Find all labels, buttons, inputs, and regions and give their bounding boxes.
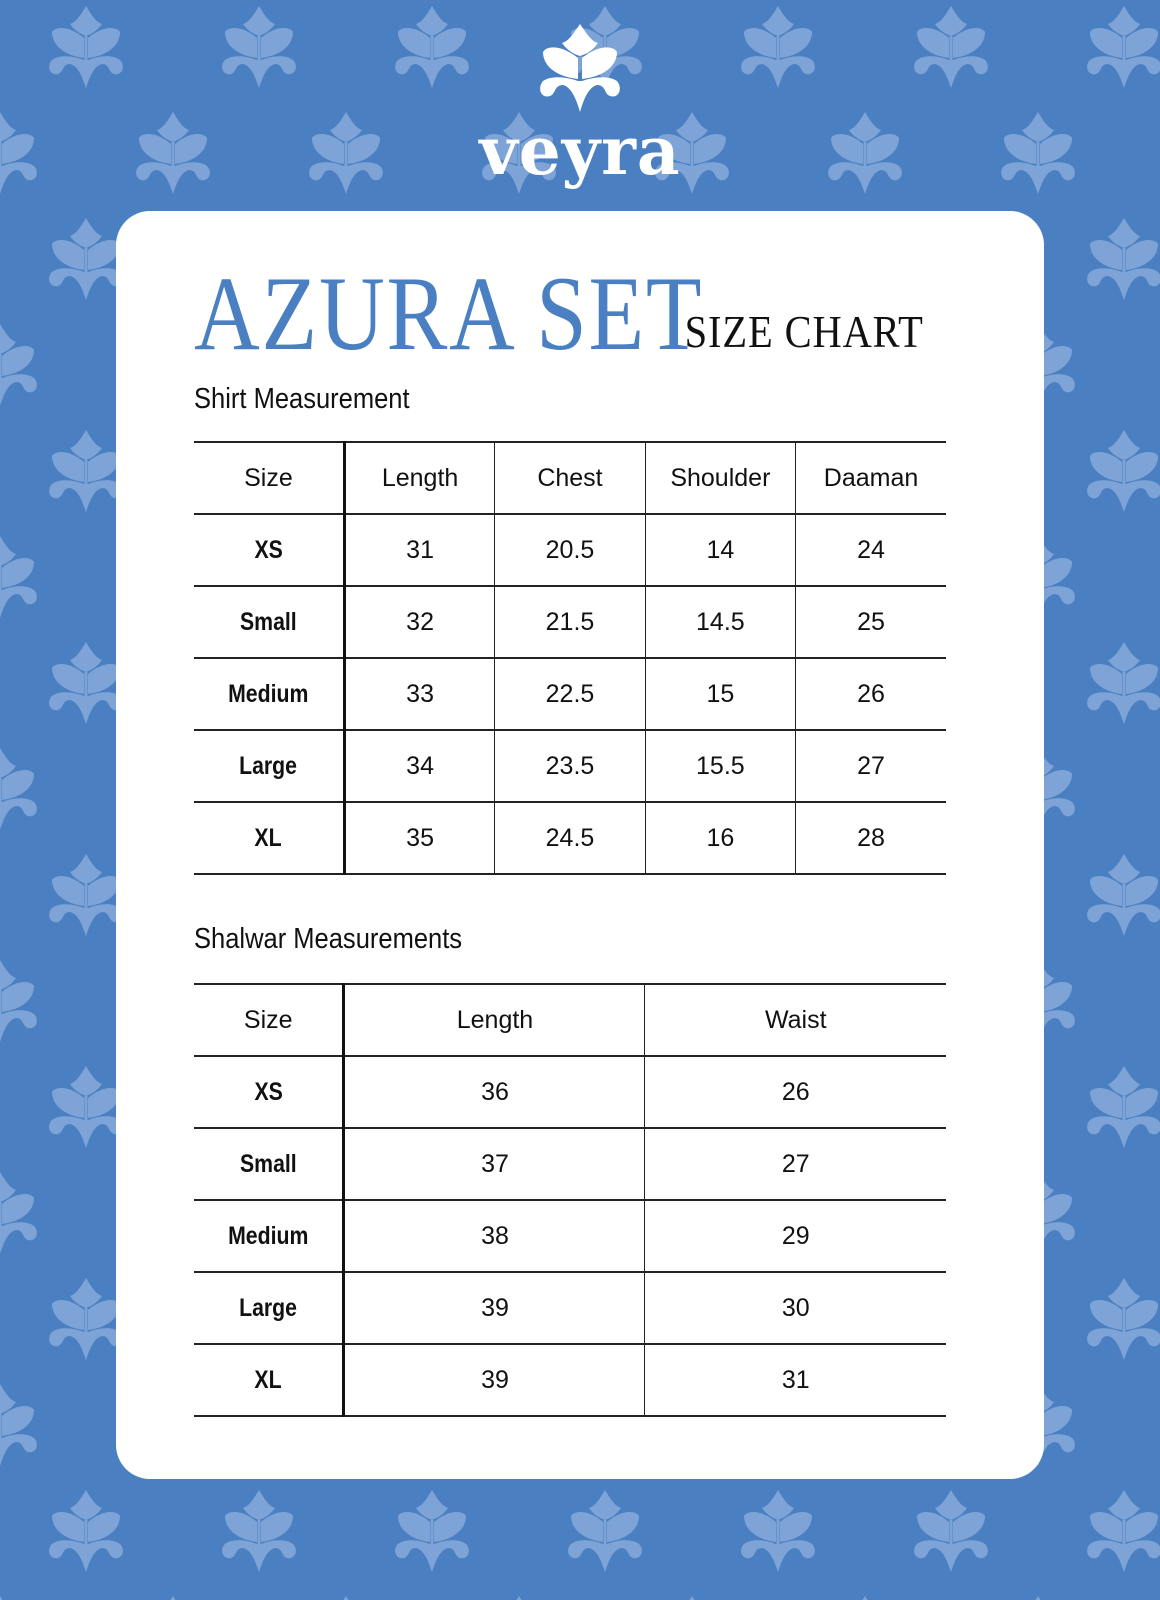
shirt-section-title: Shirt Measurement xyxy=(194,383,410,415)
table-row xyxy=(194,1056,946,1128)
table-row xyxy=(194,514,946,586)
column-header-chest: Chest xyxy=(495,442,645,514)
size-cell: XL xyxy=(194,1344,344,1416)
daaman-cell: 24 xyxy=(796,514,946,586)
length-cell: 37 xyxy=(344,1128,645,1200)
table-header-row xyxy=(194,984,946,1056)
table-row xyxy=(194,1344,946,1416)
brand-logo xyxy=(0,22,1160,190)
table-row xyxy=(194,658,946,730)
daaman-cell: 28 xyxy=(796,802,946,874)
size-chart-card xyxy=(116,211,1044,1479)
table-row xyxy=(194,1128,946,1200)
shalwar-section-title: Shalwar Measurements xyxy=(194,923,463,955)
shoulder-cell: 15.5 xyxy=(645,730,795,802)
shirt-measurement-table xyxy=(194,441,946,875)
column-header-daaman: Daaman xyxy=(796,442,946,514)
waist-cell: 31 xyxy=(645,1344,946,1416)
size-cell: Large xyxy=(194,730,344,802)
length-cell: 33 xyxy=(344,658,494,730)
size-cell: Small xyxy=(194,586,344,658)
daaman-cell: 25 xyxy=(796,586,946,658)
shoulder-cell: 14 xyxy=(645,514,795,586)
daaman-cell: 26 xyxy=(796,658,946,730)
size-cell: Small xyxy=(194,1128,344,1200)
size-cell: Medium xyxy=(194,658,344,730)
table-row xyxy=(194,802,946,874)
length-cell: 38 xyxy=(344,1200,645,1272)
waist-cell: 26 xyxy=(645,1056,946,1128)
length-cell: 36 xyxy=(344,1056,645,1128)
shoulder-cell: 14.5 xyxy=(645,586,795,658)
length-cell: 39 xyxy=(344,1272,645,1344)
length-cell: 32 xyxy=(344,586,494,658)
length-cell: 31 xyxy=(344,514,494,586)
shoulder-cell: 16 xyxy=(645,802,795,874)
brand-name: veyra xyxy=(479,112,681,190)
length-cell: 39 xyxy=(344,1344,645,1416)
waist-cell: 27 xyxy=(645,1128,946,1200)
column-header-waist: Waist xyxy=(645,984,946,1056)
size-cell: XS xyxy=(194,1056,344,1128)
waist-cell: 30 xyxy=(645,1272,946,1344)
chest-cell: 23.5 xyxy=(495,730,645,802)
column-header-shoulder: Shoulder xyxy=(645,442,795,514)
column-header-size: Size xyxy=(194,984,344,1056)
chest-cell: 24.5 xyxy=(495,802,645,874)
size-chart-label: SIZE CHART xyxy=(684,306,924,357)
column-header-length: Length xyxy=(344,984,645,1056)
length-cell: 35 xyxy=(344,802,494,874)
table-row xyxy=(194,586,946,658)
waist-cell: 29 xyxy=(645,1200,946,1272)
chest-cell: 21.5 xyxy=(495,586,645,658)
chest-cell: 20.5 xyxy=(495,514,645,586)
table-row xyxy=(194,730,946,802)
chest-cell: 22.5 xyxy=(495,658,645,730)
size-cell: XS xyxy=(194,514,344,586)
lotus-flower-icon xyxy=(535,22,625,122)
column-header-size: Size xyxy=(194,442,344,514)
shoulder-cell: 15 xyxy=(645,658,795,730)
size-cell: XL xyxy=(194,802,344,874)
shalwar-measurement-table xyxy=(194,983,946,1417)
size-cell: Medium xyxy=(194,1200,344,1272)
daaman-cell: 27 xyxy=(796,730,946,802)
table-row xyxy=(194,1272,946,1344)
table-header-row xyxy=(194,442,946,514)
length-cell: 34 xyxy=(344,730,494,802)
table-row xyxy=(194,1200,946,1272)
product-title: AZURA SET xyxy=(194,255,704,372)
column-header-length: Length xyxy=(344,442,494,514)
size-cell: Large xyxy=(194,1272,344,1344)
